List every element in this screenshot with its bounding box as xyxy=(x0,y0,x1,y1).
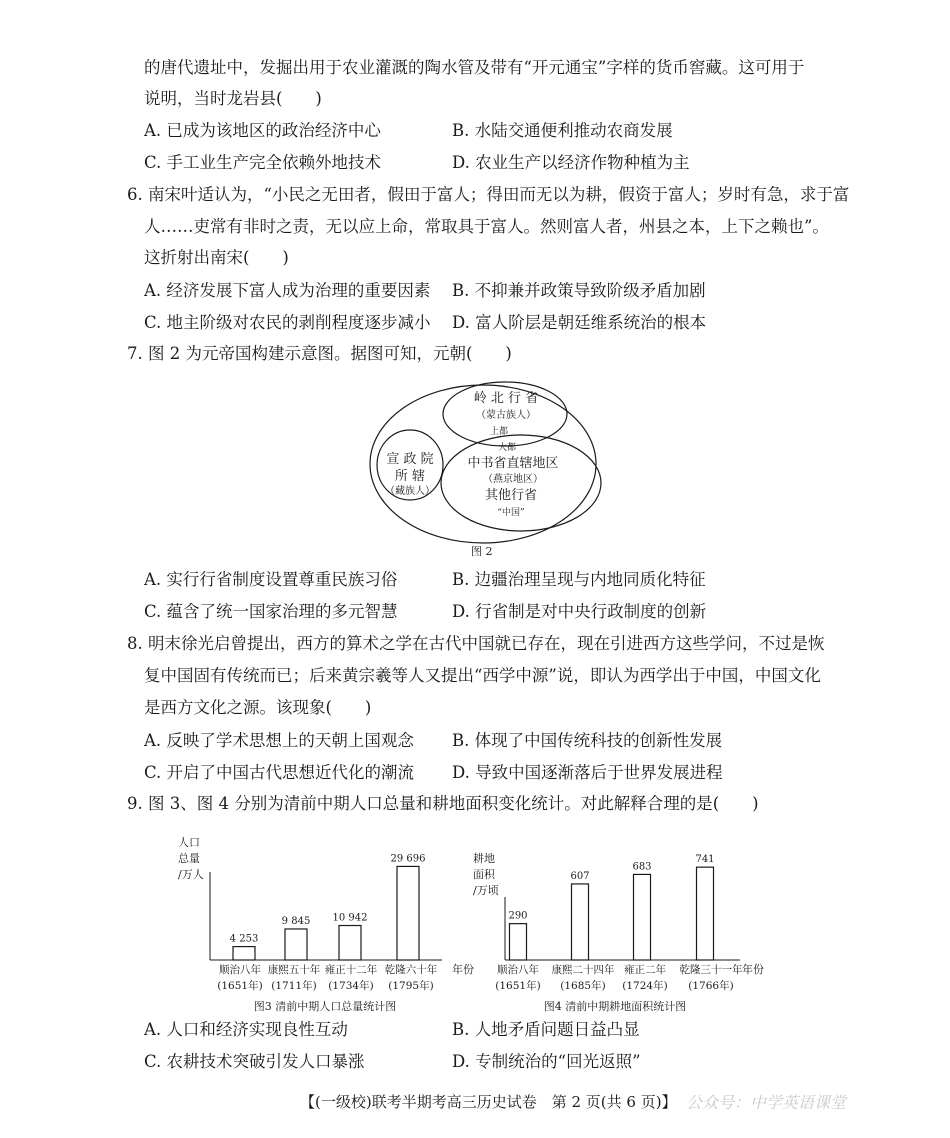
bar-land-3 xyxy=(697,867,714,960)
category-label-land-0: 顺治八年 xyxy=(497,964,539,976)
lingbei-label: 岭 北 行 省 xyxy=(473,391,539,406)
pop-ylabel-line3: /万人 xyxy=(178,868,204,881)
year-label-land-1: (1685年) xyxy=(560,980,606,992)
farmland-bar-chart xyxy=(470,822,790,1017)
page-footer: 【(一级校)联考半期考高三历史试卷 第 2 页(共 6 页)】 xyxy=(300,1093,677,1111)
value-label-pop-3: 29 696 xyxy=(390,853,426,865)
xuanzheng-label-2: 所 辖 xyxy=(394,469,426,484)
pop-ylabel-line2: 总量 xyxy=(178,852,200,865)
bar-land-2 xyxy=(634,874,651,960)
year-label-pop-0: (1651年) xyxy=(217,980,263,992)
bar-pop-2 xyxy=(339,926,361,960)
q8-option-b[interactable]: B. 体现了中国传统科技的创新性发展 xyxy=(452,731,723,750)
q9-option-c[interactable]: C. 农耕技术突破引发人口暴涨 xyxy=(144,1052,365,1071)
qita-label: 其他行省 xyxy=(484,488,538,503)
bar-pop-1 xyxy=(285,929,307,960)
q5-option-c[interactable]: C. 手工业生产完全依赖外地技术 xyxy=(144,153,382,172)
value-label-pop-1: 9 845 xyxy=(281,915,311,927)
q6-option-a[interactable]: A. 经济发展下富人成为治理的重要因素 xyxy=(144,281,431,300)
year-label-pop-3: (1795年) xyxy=(388,980,434,992)
q5-option-a[interactable]: A. 已成为该地区的政治经济中心 xyxy=(144,121,381,140)
category-label-land-3: 乾隆三十一年 xyxy=(679,964,743,976)
q6-option-d[interactable]: D. 富人阶层是朝廷维系统治的根本 xyxy=(452,313,707,332)
pop-xlabel: 年份 xyxy=(452,963,474,976)
q5-stem-line2: 说明，当时龙岩县( ) xyxy=(144,89,322,108)
value-label-land-3: 741 xyxy=(695,854,715,866)
year-label-pop-1: (1711年) xyxy=(271,980,317,992)
q8-stem-line3: 是西方文化之源。该现象( ) xyxy=(144,698,372,717)
value-label-pop-2: 10 942 xyxy=(332,912,368,924)
year-label-pop-2: (1734年) xyxy=(328,980,374,992)
q8-option-d[interactable]: D. 导致中国逐渐落后于世界发展进程 xyxy=(452,763,723,782)
zhongguo-label: “中国” xyxy=(497,508,525,518)
figure-2-caption: 图 2 xyxy=(471,545,493,558)
q8-stem-line1: 8. 明末徐光启曾提出，西方的算术之学在古代中国就已存在，现在引进西方这些学问，不过是恢 xyxy=(127,634,825,653)
dadu-label: 大都 xyxy=(497,443,517,453)
q6-stem-line3: 这折射出南宋( ) xyxy=(144,248,289,267)
pop-ylabel-line1: 人口 xyxy=(178,836,200,849)
bar-pop-0 xyxy=(233,947,255,960)
category-label-pop-0: 顺治八年 xyxy=(219,964,261,976)
year-label-land-0: (1651年) xyxy=(495,980,541,992)
q7-option-c[interactable]: C. 蕴含了统一国家治理的多元智慧 xyxy=(144,602,398,621)
q8-stem-line2: 复中国固有传统而已；后来黄宗羲等人又提出“西学中源”说，即认为西学出于中国，中国文化 xyxy=(144,666,821,685)
q5-stem-line1: 的唐代遗址中，发掘出用于农业灌溉的陶水管及带有“开元通宝”字样的货币窖藏。这可用于 xyxy=(144,58,805,77)
category-label-land-1: 康熙二十四年 xyxy=(551,964,615,976)
population-bar-chart xyxy=(170,822,490,1017)
q6-option-b[interactable]: B. 不抑兼并政策导致阶级矛盾加剧 xyxy=(452,281,706,300)
land-title: 图4 清前中期耕地面积统计图 xyxy=(543,1000,687,1013)
q8-option-a[interactable]: A. 反映了学术思想上的天朝上国观念 xyxy=(144,731,414,750)
q9-option-b[interactable]: B. 人地矛盾问题日益凸显 xyxy=(452,1020,640,1039)
land-ylabel-line3: /万顷 xyxy=(473,884,499,897)
bar-land-1 xyxy=(572,884,589,960)
yuan-empire-diagram xyxy=(360,372,610,562)
q9-stem-line1: 9. 图 3、图 4 分别为清前中期人口总量和耕地面积变化统计。对此解释合理的是( ) xyxy=(127,794,759,813)
category-label-pop-2: 雍正十二年 xyxy=(324,964,378,976)
q6-option-c[interactable]: C. 地主阶级对农民的剥削程度逐步减小 xyxy=(144,313,431,332)
bar-land-0 xyxy=(510,924,527,960)
q6-stem-line1: 6. 南宋叶适认为，“小民之无田者，假田于富人；得田而无以为耕，假资于富人；岁时有急，求于富 xyxy=(127,185,850,204)
q7-stem-line1: 7. 图 2 为元帝国构建示意图。据图可知，元朝( ) xyxy=(127,344,512,363)
value-label-land-0: 290 xyxy=(508,910,528,922)
year-label-land-2: (1724年) xyxy=(622,980,668,992)
yanjing-label: （燕京地区） xyxy=(483,474,543,485)
pop-axis-title xyxy=(178,836,204,881)
land-ylabel-line1: 耕地 xyxy=(473,852,495,865)
zhongshu-label: 中书省直辖地区 xyxy=(467,456,559,471)
q7-option-a[interactable]: A. 实行行省制度设置尊重民族习俗 xyxy=(144,570,398,589)
watermark: 公众号：中学英语课堂 xyxy=(686,1093,847,1112)
pop-title: 图3 清前中期人口总量统计图 xyxy=(253,1000,397,1013)
bar-pop-3 xyxy=(397,866,419,960)
value-label-land-1: 607 xyxy=(570,870,590,882)
shangdu-label: 上都 xyxy=(489,427,509,437)
q9-option-a[interactable]: A. 人口和经济实现良性互动 xyxy=(144,1020,348,1039)
q5-option-d[interactable]: D. 农业生产以经济作物种植为主 xyxy=(452,153,690,172)
xuanzheng-label-3: （藏族人） xyxy=(385,486,435,497)
category-label-pop-3: 乾隆六十年 xyxy=(384,964,438,976)
q7-option-b[interactable]: B. 边疆治理呈现与内地同质化特征 xyxy=(452,570,706,589)
q6-stem-line2: 人……吏常有非时之责，无以应上命，常取具于富人。然则富人者，州县之本，上下之赖也”。 xyxy=(144,217,829,236)
category-label-pop-1: 康熙五十年 xyxy=(267,964,321,976)
xuanzheng-label-1: 宣 政 院 xyxy=(386,452,434,467)
land-ylabel-line2: 面积 xyxy=(473,868,495,881)
value-label-pop-0: 4 253 xyxy=(229,933,259,945)
year-label-land-3: (1766年) xyxy=(688,980,734,992)
q5-option-b[interactable]: B. 水陆交通便利推动农商发展 xyxy=(452,121,673,140)
q8-option-c[interactable]: C. 开启了中国古代思想近代化的潮流 xyxy=(144,763,415,782)
q9-option-d[interactable]: D. 专制统治的“回光返照” xyxy=(452,1052,641,1071)
lingbei-sub-label: （蒙古族人） xyxy=(476,410,536,421)
land-xlabel: 年份 xyxy=(742,963,764,976)
value-label-land-2: 683 xyxy=(632,861,652,873)
category-label-land-2: 雍正二年 xyxy=(624,964,666,976)
q7-option-d[interactable]: D. 行省制是对中央行政制度的创新 xyxy=(452,602,707,621)
